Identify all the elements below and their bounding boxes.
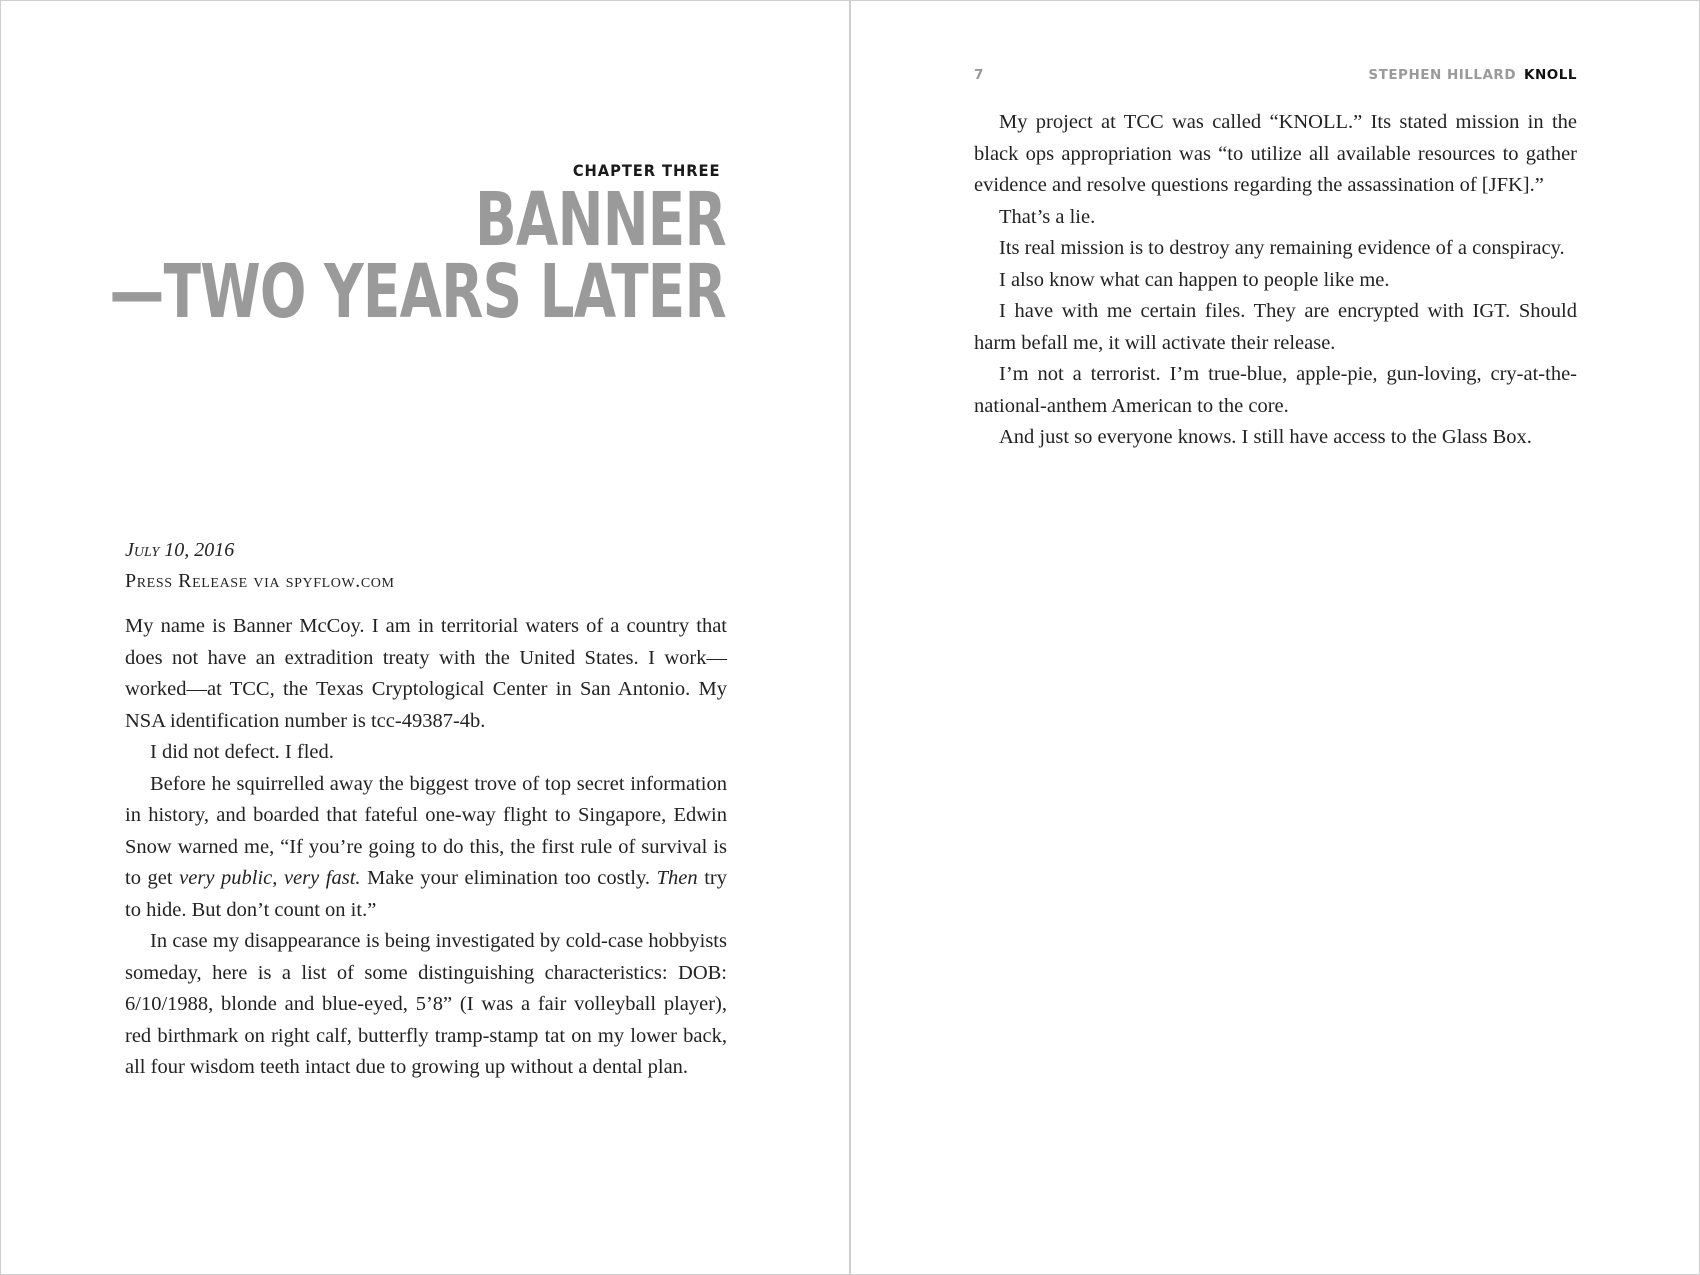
chapter-title bbox=[109, 177, 726, 335]
paragraph: My name is Banner McCoy. I am in territorial waters of a country that does not have an extradition treaty with the United States. I work—worked—at TCC, the Texas Cryptological Center in San Antonio. My NSA identification number is tcc-49387-4b. bbox=[125, 615, 727, 732]
paragraph: I did not defect. I fled. bbox=[150, 741, 334, 763]
left-body-text bbox=[125, 611, 727, 1084]
paragraph-text: try to hide. But don’t count on it.” bbox=[125, 867, 727, 921]
chapter-title-line-2: —TWO YEARS LATER bbox=[109, 249, 726, 335]
dateline bbox=[125, 535, 727, 597]
paragraph: I have with me certain files. They are encrypted with IGT. Should harm befall me, it will activate their release. bbox=[974, 300, 1577, 354]
page-gutter-divider bbox=[849, 0, 851, 1275]
paragraph: I also know what can happen to people like me. bbox=[999, 268, 1390, 291]
chapter-title-line-1: BANNER bbox=[475, 177, 726, 263]
paragraph-text: Make your elimination too costly. bbox=[360, 867, 657, 889]
running-head-author: STEPHEN HILLARD bbox=[1368, 67, 1517, 83]
paragraph: I’m not a terrorist. I’m true-blue, apple-pie, gun-loving, cry-at-the-national-anthem American to the core. bbox=[974, 363, 1577, 417]
paragraph: Its real mission is to destroy any remaining evidence of a conspiracy. bbox=[999, 237, 1565, 259]
emphasis-text: very public, very fast. bbox=[179, 867, 361, 889]
running-head-title bbox=[1368, 67, 1577, 83]
paragraph-text: Before he squirrelled away the biggest trove of top secret information in history, and boarded that fateful one-way flight to Singapore, Edwin Snow warned me, “If you’re going to do this, the first rule of survival is to get bbox=[125, 772, 727, 889]
paragraph: In case my disappearance is being investigated by cold-case hobbyists someday, here is a list of some distinguishing characteristics: DOB: 6/10/1988, blonde and blue-eyed, 5’8” (I was a fair volleyball player), red birthmark on right calf, butterfly tramp-stamp tat on my lower back, all four wisdom teeth intact due to growing up without a dental plan. bbox=[125, 930, 727, 1078]
paragraph bbox=[125, 769, 727, 927]
chapter-label: CHAPTER THREE bbox=[572, 161, 720, 180]
right-page bbox=[850, 0, 1700, 1275]
dateline-date: July 10, 2016 bbox=[125, 539, 235, 561]
paragraph: My project at TCC was called “KNOLL.” Its stated mission in the black ops appropriation was “to utilize all available resources to gather evidence and resolve questions regarding the assassination of [JFK].” bbox=[974, 111, 1577, 196]
dateline-source: Press Release via spyflow.com bbox=[125, 570, 395, 592]
paragraph: That’s a lie. bbox=[999, 205, 1096, 228]
running-head bbox=[974, 67, 1577, 87]
page-number: 7 bbox=[974, 67, 984, 83]
right-body-text bbox=[974, 107, 1577, 454]
running-head-book: KNOLL bbox=[1524, 67, 1577, 83]
paragraph: And just so everyone knows. I still have access to the Glass Box. bbox=[999, 426, 1532, 448]
emphasis-text: Then bbox=[656, 867, 698, 889]
